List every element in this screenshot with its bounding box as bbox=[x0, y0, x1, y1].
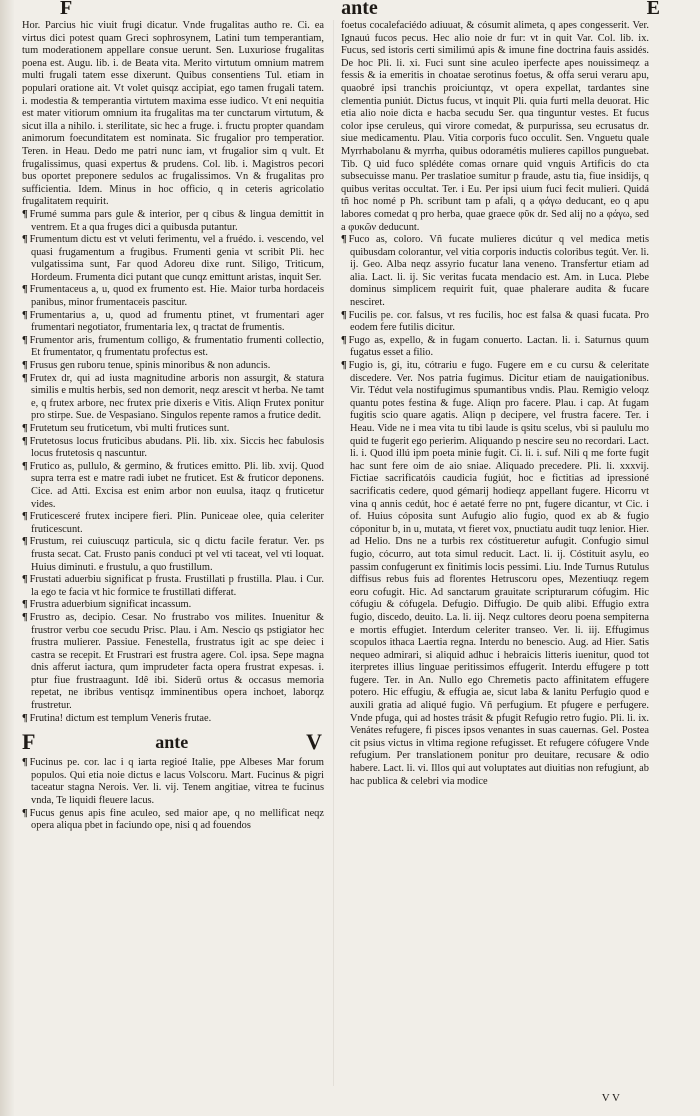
left-column bbox=[22, 20, 324, 1086]
entry-text: Frumentaceus a, u, quod ex frumento est. Hie. Maior turba hordaceis panibus, minor frumentaceis pascitur. bbox=[29, 284, 324, 309]
dictionary-entry bbox=[22, 360, 324, 373]
entry-text: Frumentarius a, u, quod ad frumentu ptinet, vt frumentari ager frumentari negotiator, frumentaria lex, q tractat de frumentis. bbox=[29, 309, 324, 334]
entry-text: Frumé summa pars gule & interior, per q cibus & lingua demittit in ventrem. Et a qua fruges dici a quibusda putantur. bbox=[29, 208, 324, 233]
running-head bbox=[60, 0, 660, 16]
section-heading bbox=[22, 728, 324, 754]
pilcrow-icon: ¶ bbox=[22, 334, 28, 346]
dictionary-entry bbox=[22, 423, 324, 436]
pilcrow-icon: ¶ bbox=[22, 611, 28, 623]
dictionary-entry bbox=[341, 360, 649, 788]
entry-text: Frumentor aris, frumentum colligo, & frumentatio frumenti collectio, Et frumentator, q frumentatu profectus est. bbox=[29, 334, 324, 359]
left-after-entries bbox=[22, 757, 324, 833]
dictionary-entry bbox=[341, 234, 649, 310]
right-entries bbox=[341, 234, 649, 788]
dictionary-entry bbox=[341, 335, 649, 360]
pilcrow-icon: ¶ bbox=[341, 309, 347, 321]
pilcrow-icon: ¶ bbox=[341, 334, 347, 346]
entry-text: Frutetosus locus fruticibus abudans. Pli. lib. xix. Siccis hec fabulosis locus frutetosis q nascuntur. bbox=[29, 435, 324, 460]
dictionary-entry bbox=[22, 310, 324, 335]
dictionary-entry bbox=[22, 209, 324, 234]
section-heading-next-letter: V bbox=[306, 728, 324, 754]
dictionary-entry bbox=[22, 536, 324, 574]
column-divider bbox=[333, 20, 334, 1086]
pilcrow-icon: ¶ bbox=[341, 234, 347, 246]
dictionary-entry bbox=[22, 461, 324, 511]
entry-text: Frustro as, decipio. Cesar. No frustrabo vos milites. Inuenitur & frustror verbu coe secudu Prisc. Plau. i Am. Nescio qs pstigiator hec frustra mulierer. Passiue. Fenestella, frustratus igit ac spe deiec i castra se recepit. Et Frustrari est frustra agere. Col. ipsa. Sepe magna dnis afferut iactura, qum imprudeter facta opera frustrat expesas. i. ptur fiue frustraagunt. Idê ibi. Siderū ortus & occasus memoria repetat, ne ibribus ventisqz imminentibus opera inchoet, laborqz frustretur. bbox=[29, 611, 324, 712]
entry-text: Frutico as, pullulo, & germino, & frutices emitto. Pli. lib. xvij. Quod supra terra est e matre radi iubet ne fruticet. Est & fruticor deponens. Cice. ad Atti. Excisa est enim arbor non euulsa, itaqz q fruticetur vides. bbox=[29, 460, 324, 510]
dictionary-entry bbox=[22, 713, 324, 726]
dictionary-entry bbox=[341, 310, 649, 335]
pilcrow-icon: ¶ bbox=[22, 360, 28, 372]
entry-text: Fugo as, expello, & in fugam conuerto. Lactan. li. i. Saturnus quum fugatus esset a filio. bbox=[348, 334, 649, 359]
pilcrow-icon: ¶ bbox=[22, 234, 28, 246]
left-entries bbox=[22, 209, 324, 725]
dictionary-entry bbox=[22, 511, 324, 536]
running-head-letter: F bbox=[60, 0, 73, 16]
running-head-right-letter: E bbox=[646, 0, 660, 16]
pilcrow-icon: ¶ bbox=[22, 712, 28, 724]
dictionary-entry bbox=[22, 335, 324, 360]
binding-gutter bbox=[0, 0, 14, 1116]
dictionary-entry bbox=[22, 574, 324, 599]
pilcrow-icon: ¶ bbox=[22, 460, 28, 472]
dictionary-entry bbox=[22, 757, 324, 807]
section-heading-letter: F bbox=[22, 728, 38, 754]
right-column bbox=[341, 20, 649, 1086]
dictionary-entry bbox=[22, 599, 324, 612]
entry-text: Fucus genus apis fine aculeo, sed maior ape, q no mellificat neqz opera aliqua pbet in faciundo ope, nisi q ad fouendos bbox=[29, 807, 324, 832]
entry-text: Fucinus pe. cor. lac i q iarta regioé Italie, ppe Albeses Mar forum populos. Qui etia noie dictus e lacus Volscoru. Mart. Fucinus & pigri taceatur stagna Nerois. Ver. li. vij. Tenem angitiae, vitrea te fucinus vnda, Te liquidi fleuere lacus. bbox=[29, 757, 324, 807]
pilcrow-icon: ¶ bbox=[22, 435, 28, 447]
entry-text: Fugio is, gi, itu, cótrariu e fugo. Fugere em e cu cursu & celeritate discedere. Ver. Nos patria fugimus. Dicitur etiam de nauigationibus. Vir. Tédut vela nostifugimus spumantibus vndis. Plau. Remigio veloqz quantu potes festina & fuge. Aliqn pro facere. Plau. i cap. At fugam fugitis scio quare agatis. Aliqn p decipere, vel frustra facere. Ter. i Heau. Vide ne i mea vita tu tibi laude is qsitu scelus, vbi si paululu mo quid te fugerit ego perierim. Aliquando p nescire seu no recordari. Lact. li. i. Quod illú ipm poeta minie fugit. Ci. li. i. suf. Nili q me forte fugit hac sunt fere oim de aio sniae. Aliquado precedere. Pli. li. xxxvij. Fictiae sacrificatóis caudicia fugiút, hoc e fictitias ad ipressioné sacrificatis cedere, quod gémarij hodieqz appellant fugere. Hicorru vt vina q annis cedút, hoc é aetaté ferre no pnt, fugere dicantur, vt Cic. i of. Huius cóposita sunt Aufugio alio fugio, quod ex ab & fugio cóponitur b, in u, mutata, vt fieret vox, pnuctiatu audit tuqz lenior. Hier. ad Helio. Dns ne a turbis rex cóstitueretur aufugit. Confugio simul fugio, cócurro, aut tota simul reducit. Lact. li. ij. Cóstituit asylu, eo passim confugerunt ex finitimis locis pessimi. Liu. Inde Turnus Rutulus diffisus rebus fuis ad florentes Hetruscoru opes, Mezentiuqz regem eoru cofugit. Hic. Ad sanctarum grauitate scripturarum cófugim. Hic cófugiu & cófugela. Defugio. Diffugio. De quib alibi. Effugio extra fugio, discedo, deuito. La. li. iij. Neqz cultores deoru poena sempiterna e mortis effugiet. Interdum celeriter transeo. Ver. li. iij. Effugimus scopulos ithaca Laertia regna. Interdu no benescio. Aug. ad Hier. Satis nequeo admirari, si aliquid adhuc i hebraicis litteris iuenitur, quod tot iterpretes illius linguae peritissimos effugerit. Interdu effugere p tott fugere. Ter. in An. Nullo ego Chremetis pacto affinitatem effugere potero. Hic effugiu, & effugia ae, sicut laba & lanitu Perfugio quod e auxili gratia ad aliqué fugio. Vñ perfugium. Et pfugere e perfugere. Vnde pfuga, qui ad hostes trásit & pfugit Refugio retro fugio. Pli. li. ix. Venátes refugere, fi pisces ipsos venantes in suas cauernas. Gel. Postea cit psius victus in vltima regione refugisset. Et refugere cófugere Vnde refugium. Per translationem ponitur pro deuitare, recusare & odio habere. Lact. li. vi. Illos qui aut voluptates aut diuitias non refugiunt, ab hac publica & celebri via modice bbox=[348, 360, 649, 787]
running-head-word: ante bbox=[341, 0, 378, 16]
pilcrow-icon: ¶ bbox=[22, 372, 28, 384]
entry-text: Fucilis pe. cor. falsus, vt res fucilis, hoc est falsa & quasi fucata. Pro eodem fere futilis dicitur. bbox=[348, 309, 649, 334]
dictionary-entry bbox=[22, 234, 324, 284]
pilcrow-icon: ¶ bbox=[22, 309, 28, 321]
pilcrow-icon: ¶ bbox=[22, 536, 28, 548]
dictionary-entry bbox=[22, 808, 324, 833]
left-column-intro: Hor. Parcius hic viuit frugi dicatur. Vnde frugalitas autho re. Ci. ea virtus dici potest quam Greci sophrosynem, Latini tum temperantiam, tum moderationem appellare consue uerunt. Sen. Luxuriose frugalitas poena est. Augu. lib. i. de Beata vita. Merito virtutum omnium matrem multi frugali tatem esse dixerunt. Quibus consentiens Tul. etiam in populari oratione ait. Vt volet quisqz accipiat, ego tamen frugali tatem. i. modestia & temperantia virtutem maxima esse iudico. Vt eni nequitia est mater vitiorum omnium ita frugalitas ma ter cunctarum virtutum, & sicut illa a nihilo. i. sterilitate, sic hec a fruge. i. fructu propter quandam animorum foecunditatem est nominata. Sic frugalior pro temperatior. Teren. in Heau. Dedo me patri nunc iam, vt frugalior sim q vult. Et frugalissimus, quasi expertus & prudens. Col. lib. i. Magistros pecori bus oportet preponere sedulos ac frugalissimos. Vn & frugalitas pro sufficientia. Idem. Minus in hoc officio, q in ceteris agricolatio frugalitatem requirit. bbox=[22, 20, 324, 208]
entry-text: Frustum, rei cuiuscuqz particula, sic q dictu facile feratur. Ver. ps frusta secat. Cat. Frusto panis conduci pt vel vti taceat, vel vti loquat. Huius diminuti. e frustulu, a quo frustillum. bbox=[29, 536, 324, 573]
page-signature: V V bbox=[601, 1092, 620, 1104]
dictionary-entry bbox=[22, 612, 324, 713]
entry-text: Frutex dr, qui ad iusta magnitudine arboris non assurgit, & statura similis e multis herbis, sed non demorit, neqz arescit vt herba. Ne tamt e, q frutex arbore, nec frutex prie dixeris e Vitis. Aliqn Frutex ponitur pro stirpe. Sue. de Vespasiano. Singulos repente ramos a frutice dedit. bbox=[29, 372, 324, 422]
pilcrow-icon: ¶ bbox=[22, 574, 28, 586]
dictionary-entry bbox=[22, 373, 324, 423]
pilcrow-icon: ¶ bbox=[22, 807, 28, 819]
entry-text: Fuco as, coloro. Vñ fucate mulieres dicútur q vel medica metis quibusdam colorantur, vel vitia corporis inductis coloribus tegút. Ver. li. ij. Geo. Alba neqz assyrio fucatur lana veneno. Transfertur etiam ad alia. Lact. li. ij. Sic veritas fucata mendacio est. Am. in Luca. Plebe dominus simplicem requirit fuit, quae phalerare audita & fucare nesciret. bbox=[348, 234, 649, 309]
pilcrow-icon: ¶ bbox=[22, 757, 28, 769]
pilcrow-icon: ¶ bbox=[22, 599, 28, 611]
entry-text: Frumentum dictu est vt veluti ferimentu, vel a fruédo. i. vescendo, vel quasi frugamentum a frugibus. Frumenti genia vt scribit Pli. hec vulgatissima sunt, Far quod Adoreu dixe runt. Siligo, Triticum, Hordeum. Frumenta dici putant que cunqz emittunt aristas, inquit Ser. bbox=[29, 234, 324, 283]
entry-text: Frutina! dictum est templum Veneris frutae. bbox=[29, 712, 212, 724]
entry-text: Frustra aduerbium significat incassum. bbox=[29, 599, 192, 611]
entry-text: Fruticesceré frutex incipere fieri. Plin. Puniceae olee, quia celeriter fruticescunt. bbox=[29, 511, 324, 535]
dictionary-entry bbox=[22, 436, 324, 461]
entry-text: Frutetum seu fruticetum, vbi multi frutices sunt. bbox=[29, 423, 230, 434]
pilcrow-icon: ¶ bbox=[22, 284, 28, 296]
dictionary-entry bbox=[22, 284, 324, 309]
entry-text: Frustati aduerbiu significat p frusta. Frustillati p frustilla. Plau. i Cur. la ego te facia vt hic formice te frustillati differat. bbox=[29, 574, 324, 598]
pilcrow-icon: ¶ bbox=[22, 208, 28, 220]
pilcrow-icon: ¶ bbox=[341, 360, 347, 372]
pilcrow-icon: ¶ bbox=[22, 511, 28, 523]
right-column-intro: foetus cocalefaciédo adiuuat, & cósumit alimeta, q apes congesserit. Ver. Ignauú fucos pecus. Hec alio noie dr fur: vt in quit Var. Col. lib. ix. Fucus, sed istoris certi similimú apis & imune fine doctrina fauis assidés. De hoc Pli. li. xi. Fuci sunt sine aculeo iperfecte apes nouissimeqz a fessis & ia emeritis in choatae serotinus foetus, & offa serui veraru apu, quaobré ipsi tranchis proiciuntqz, vt opera expellat, tardantes sine clementia puniút. Dictus fucus, vt inquit Pli. quia furti mella deuorat. Hic etia alio noie dicta e hacba secudu Ser. qua tinguntur vestes. Et fucus color ipse ceruleus, qui virore comedat, & purpurissa, seu ecrusatus dr. siue medicamentu. Plau. Vitia corporis fuco occulit. Sen. Vnguetu quale Myrrhabolanu & myrrha, quibus odoramétis mulieres capillos punguebat. Tib. Q uid fuco splédéte comas ornare quid vnguis Artificis do cta subsecuisse manu. Per traslatioe sumitur p fraude, astu tia, fiue insidijs, q quibus veritas occultat. Ter. i Eu. Per ipsi uium fuci fecit mulieri. Quidá tñ hoc nomé p Ph. scribunt tam p afali, q a φάγω deducant, eo q apu labores comedat q pro herba, quae graece φῦκ dr. Sed alij no a φάγω, sed a φυκῶν deducunt. bbox=[341, 20, 649, 233]
pilcrow-icon: ¶ bbox=[22, 423, 28, 434]
entry-text: Frusus gen ruboru tenue, spinis minoribus & non aduncis. bbox=[29, 360, 271, 372]
section-heading-word: ante bbox=[155, 731, 189, 752]
